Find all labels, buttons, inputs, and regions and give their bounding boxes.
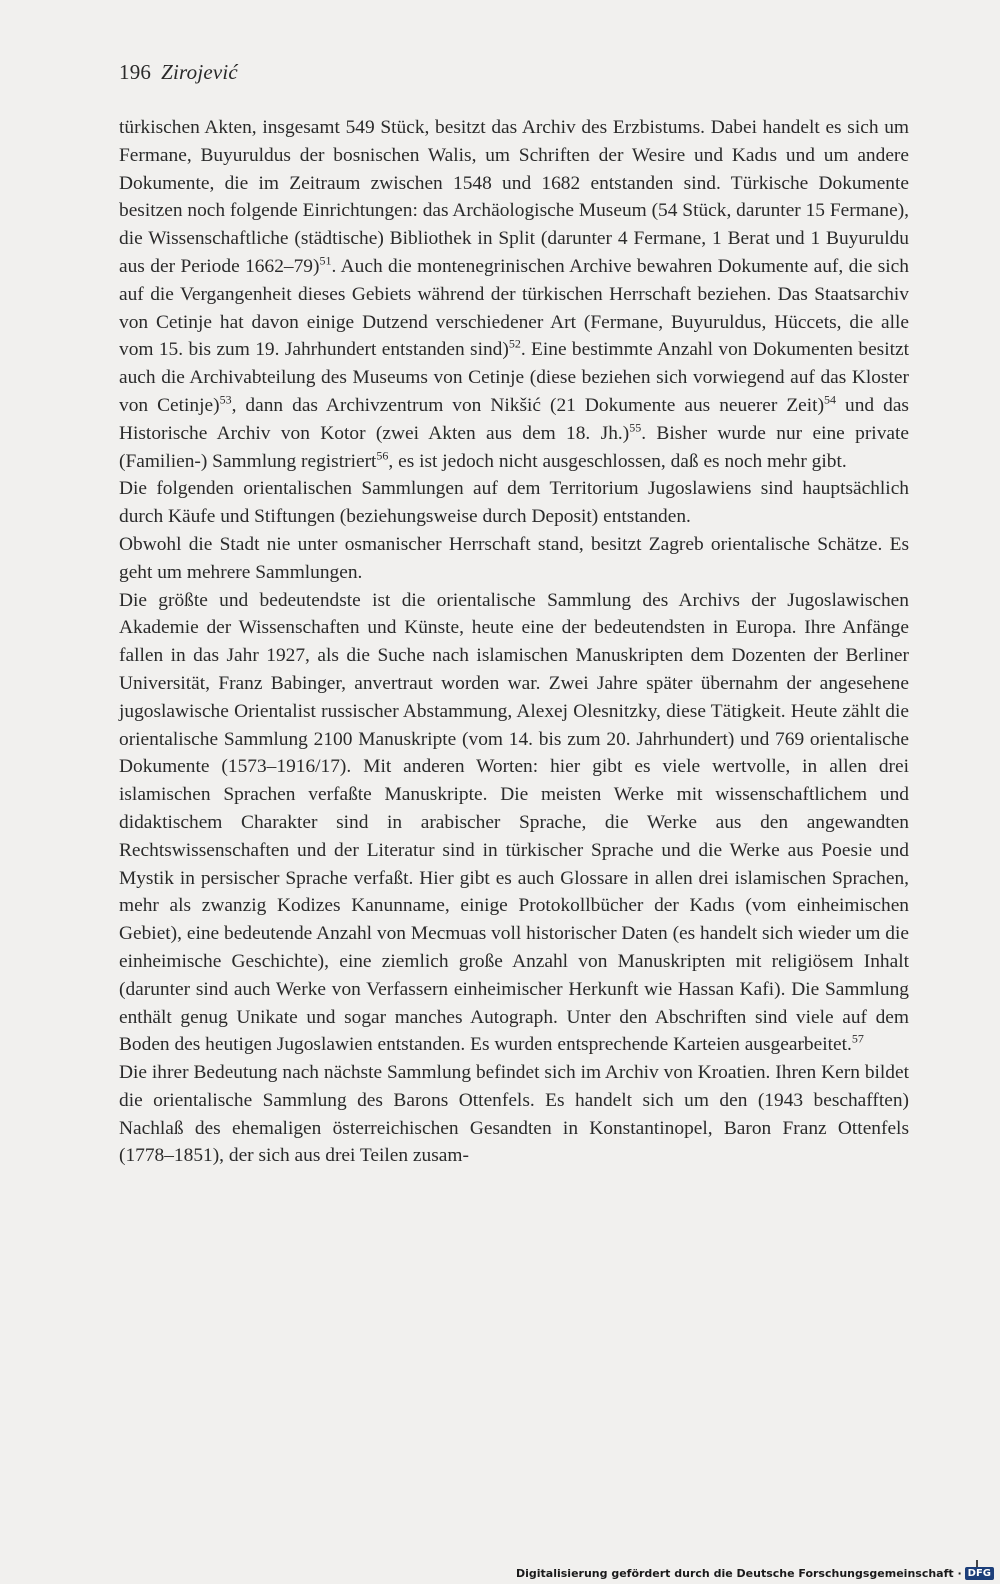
text-run: Die größte und bedeutendste ist die orientalische Sammlung des Archivs der Jugoslawischen Akademie der Wissenschaften und Künste, heute eine der bedeutendsten in Europa. Ihre Anfänge fallen in das Jahr 1927, als die Suche nach islamischen Manuskripten dem Dozenten der Berliner Universität, Franz Babinger, anvertraut worden war. Zwei Jahre später übernahm der angesehene jugoslawische Orientalist russischer Abstammung, Alexej Olesnitzky, diese Tätigkeit. Heute zählt die orientalische Sammlung 2100 Manuskripte (vom 14. bis zum 20. Jahrhundert) und 769 orientalische Dokumente (1573–1916/17). Mit anderen Worten: hier gibt es viele wertvolle, in allen drei islamischen Sprachen verfaßte Manuskripte. Die meisten Werke mit wissenschaftlichem und didaktischem Charakter sind in arabischer Sprache, die Werke aus den angewandten Rechtswissenschaften und der Literatur sind in türkischer Sprache und die Werke aus Poesie und Mystik in persischer Sprache verfaßt. Hier gibt es auch Glossare in allen drei islamischen Sprachen, mehr als zwanzig Kodizes Kanunname, einige Protokollbücher der Kadıs (vom einheimischen Gebiet), eine bedeutende Anzahl von Mecmuas voll historischer Daten (es handelt sich wieder um die einheimische Geschichte), eine ziemlich große Anzahl von Manuskripten mit religiösem Inhalt (darunter sind auch Werke von Verfassern einheimischer Herkunft wie Hassan Kafi). Die Sammlung enthält genug Unikate und sogar manches Autograph. Unter den Abschriften sind viele auf dem Boden des heutigen Jugoslawien entstanden. Es wurden entsprechende Karteien ausgearbeitet. — [119, 589, 909, 1056]
paragraph — [119, 1059, 909, 1170]
text-run: . Bisher wurde nur eine private (Familien-) Sammlung registriert — [119, 422, 909, 472]
footnote-ref: 57 — [851, 1031, 864, 1046]
page-number: 196 — [119, 60, 152, 84]
dfg-logo: DFG — [965, 1567, 994, 1580]
text-run: türkischen Akten, insgesamt 549 Stück, besitzt das Archiv des Erzbistums. Dabei handelt es sich um Fermane, Buyuruldus der bosnischen Walis, um Schriften der Wesire und Kadıs und um andere Dokumente, die im Zeitraum zwischen 1548 und 1682 entstanden sind. Türkische Dokumente besitzen noch folgende Einrichtungen: das Archäologische Museum (54 Stück, darunter 15 Fermane), die Wissenschaftliche (städtische) Bibliothek in Split (darunter 4 Fermane, 1 Berat und 1 Buyuruldu aus der Periode 1662–79) — [119, 117, 909, 277]
paragraph — [119, 475, 909, 531]
body-text — [119, 114, 909, 1170]
footnote-ref: 51 — [319, 253, 332, 268]
text-run: , es ist jedoch nicht ausgeschlossen, daß es noch mehr gibt. — [388, 450, 847, 472]
footnote-ref: 55 — [629, 420, 642, 435]
digitization-footer — [516, 1567, 994, 1580]
footnote-ref: 54 — [824, 392, 837, 407]
footer-text: Digitalisierung gefördert durch die Deutsche Forschungsgemeinschaft · — [515, 1567, 962, 1580]
text-run: Obwohl die Stadt nie unter osmanischer Herrschaft stand, besitzt Zagreb orientalische Schätze. Es geht um mehrere Sammlungen. — [119, 533, 909, 583]
footnote-ref: 52 — [508, 336, 521, 351]
running-head — [119, 60, 238, 85]
footnote-ref: 56 — [376, 448, 389, 463]
text-run: und das Historische Archiv von Kotor (zwei Akten aus dem 18. Jh.) — [119, 394, 909, 444]
paragraph — [119, 587, 909, 1060]
text-run: Die ihrer Bedeutung nach nächste Sammlung befindet sich im Archiv von Kroatien. Ihren Kern bildet die orientalische Sammlung des Barons Ottenfels. Es handelt sich um den (1943 beschafften) Nachlaß des ehemaligen österreichischen Gesandten in Konstantinopel, Baron Franz Ottenfels (1778–1851), der sich aus drei Teilen zusam- — [119, 1062, 909, 1167]
text-run: Die folgenden orientalischen Sammlungen auf dem Territorium Jugoslawiens sind hauptsächlich durch Käufe und Stiftungen (beziehungsweise durch Deposit) entstanden. — [119, 478, 909, 528]
paragraph — [119, 114, 909, 475]
footnote-ref: 53 — [219, 392, 232, 407]
paragraph — [119, 531, 909, 587]
running-head-author: Zirojević — [161, 60, 238, 84]
text-run: . Auch die montenegrinischen Archive bewahren Dokumente auf, die sich auf die Vergangenheit dieses Gebiets während der türkischen Herrschaft beziehen. Das Staatsarchiv von Cetinje hat davon einige Dutzend verschiedener Art (Fermane, Buyuruldus, Hüccets, die alle vom 15. bis zum 19. Jahrhundert entstanden sind) — [119, 255, 909, 361]
text-run: , dann das Archivzentrum von Nikšić (21 Dokumente aus neuerer Zeit) — [231, 394, 825, 416]
text-run: . Eine bestimmte Anzahl von Dokumenten besitzt auch die Archivabteilung des Museums von Cetinje (diese beziehen sich vorwiegend auf das Kloster von Cetinje) — [119, 339, 909, 416]
